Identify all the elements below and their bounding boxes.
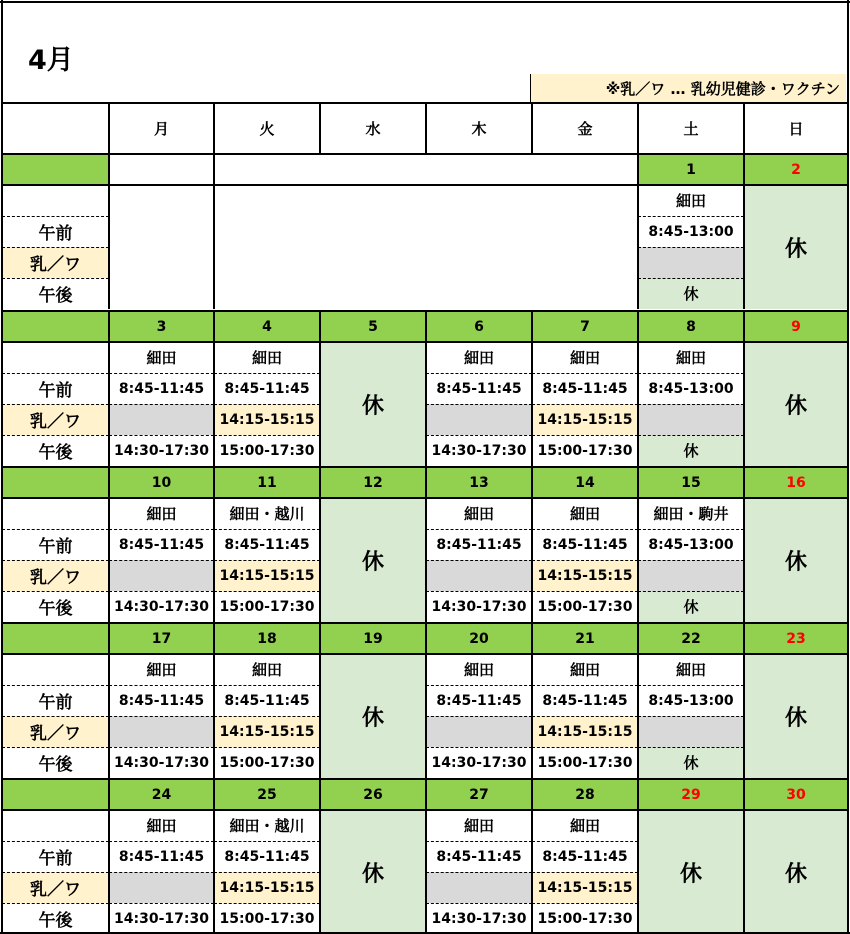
grid-line [637, 467, 639, 622]
date-cell: 18 [214, 623, 320, 654]
am-row-label: 午前 [2, 529, 109, 560]
dashed-divider [2, 747, 109, 748]
dashed-divider [638, 247, 744, 248]
date-cell: 5 [320, 311, 426, 342]
grid-line [319, 779, 321, 934]
am-hours-cell: 8:45-11:45 [214, 685, 320, 716]
dashed-divider [532, 841, 638, 842]
grid-line [213, 154, 215, 309]
closed-cell: 休 [744, 810, 848, 934]
date-cell: 30 [744, 779, 848, 810]
vaccine-hours-cell: 14:15-15:15 [532, 560, 638, 591]
grid-line [743, 311, 745, 466]
pm-hours-cell: 15:00-17:30 [214, 903, 320, 934]
dashed-divider [214, 560, 320, 561]
doctor-row-label [2, 185, 109, 216]
pm-hours-cell: 14:30-17:30 [109, 435, 214, 466]
am-hours-cell: 8:45-11:45 [214, 373, 320, 404]
date-cell: 7 [532, 311, 638, 342]
pm-hours-cell: 休 [638, 435, 744, 466]
grid-line [637, 103, 639, 154]
dashed-divider [2, 278, 109, 279]
am-hours-cell: 8:45-11:45 [109, 841, 214, 872]
pm-hours-cell: 14:30-17:30 [109, 903, 214, 934]
closed-cell: 休 [320, 498, 426, 622]
grid-line [743, 467, 745, 622]
pm-hours-cell: 14:30-17:30 [109, 747, 214, 778]
date-row-label [2, 779, 109, 810]
doctor-cell: 細田 [638, 342, 744, 373]
date-cell: 12 [320, 467, 426, 498]
pm-hours-cell: 15:00-17:30 [214, 591, 320, 622]
vaccine-hours-cell: 14:15-15:15 [214, 404, 320, 435]
closed-cell: 休 [320, 342, 426, 466]
grid-line [319, 623, 321, 778]
dashed-divider [426, 716, 532, 717]
page-title: 4月 [28, 45, 74, 76]
am-hours-cell: 8:45-11:45 [109, 373, 214, 404]
pm-hours-cell: 14:30-17:30 [426, 591, 532, 622]
grid-line [213, 779, 215, 934]
dashed-divider [532, 560, 638, 561]
pm-hours-cell: 14:30-17:30 [426, 747, 532, 778]
weekday-header: 土 [638, 103, 744, 154]
doctor-cell: 細田 [214, 342, 320, 373]
am-hours-cell: 8:45-13:00 [638, 216, 744, 247]
dashed-divider [2, 903, 109, 904]
dashed-divider [532, 435, 638, 436]
dashed-divider [214, 435, 320, 436]
dashed-divider [426, 373, 532, 374]
dashed-divider [2, 872, 109, 873]
closed-cell: 休 [320, 810, 426, 934]
dashed-divider [109, 747, 214, 748]
doctor-cell: 細田・越川 [214, 498, 320, 529]
doctor-cell: 細田 [109, 342, 214, 373]
dashed-divider [214, 841, 320, 842]
am-hours-cell: 8:45-11:45 [214, 841, 320, 872]
date-cell: 3 [109, 311, 214, 342]
pm-hours-cell: 15:00-17:30 [214, 435, 320, 466]
date-cell: 9 [744, 311, 848, 342]
dashed-divider [638, 373, 744, 374]
dashed-divider [2, 841, 109, 842]
grid-line [531, 311, 533, 466]
vaccine-row-label: 乳／ワ [2, 247, 109, 278]
grid-line [213, 467, 215, 622]
grid-line [319, 311, 321, 466]
dashed-divider [426, 435, 532, 436]
doctor-cell: 細田・越川 [214, 810, 320, 841]
doctor-cell: 細田 [638, 654, 744, 685]
grid-line [637, 779, 639, 934]
dashed-divider [214, 591, 320, 592]
dashed-divider [214, 716, 320, 717]
am-hours-cell: 8:45-11:45 [532, 373, 638, 404]
doctor-cell: 細田 [532, 342, 638, 373]
vaccine-row-label: 乳／ワ [2, 716, 109, 747]
grid-line [530, 74, 531, 103]
pm-row-label: 午後 [2, 435, 109, 466]
am-hours-cell: 8:45-11:45 [532, 685, 638, 716]
closed-cell: 休 [744, 185, 848, 309]
weekday-header: 火 [214, 103, 320, 154]
doctor-row-label [2, 654, 109, 685]
pm-hours-cell: 15:00-17:30 [532, 435, 638, 466]
grid-line [108, 779, 110, 934]
grid-line [637, 623, 639, 778]
doctor-row-label [2, 342, 109, 373]
dashed-divider [532, 872, 638, 873]
dashed-divider [2, 435, 109, 436]
am-hours-cell: 8:45-11:45 [109, 685, 214, 716]
date-cell: 28 [532, 779, 638, 810]
pm-hours-cell: 15:00-17:30 [532, 903, 638, 934]
doctor-cell: 細田 [426, 498, 532, 529]
dashed-divider [532, 591, 638, 592]
dashed-divider [214, 903, 320, 904]
dashed-divider [2, 591, 109, 592]
doctor-cell: 細田・駒井 [638, 498, 744, 529]
dashed-divider [214, 373, 320, 374]
grid-line [108, 623, 110, 778]
am-hours-cell: 8:45-11:45 [532, 529, 638, 560]
vaccine-row-label: 乳／ワ [2, 872, 109, 903]
grid-line [108, 103, 110, 154]
pm-row-label: 午後 [2, 591, 109, 622]
closed-cell: 休 [638, 810, 744, 934]
vaccine-hours-cell [638, 560, 744, 591]
dashed-divider [214, 404, 320, 405]
date-cell: 10 [109, 467, 214, 498]
am-hours-cell: 8:45-11:45 [109, 529, 214, 560]
grid-line [108, 154, 110, 309]
dashed-divider [426, 903, 532, 904]
dashed-divider [426, 747, 532, 748]
grid-line [847, 0, 849, 934]
vaccine-hours-cell [109, 716, 214, 747]
vaccine-hours-cell [638, 716, 744, 747]
blank-cell [109, 154, 214, 309]
doctor-cell: 細田 [426, 810, 532, 841]
date-cell: 26 [320, 779, 426, 810]
dashed-divider [532, 716, 638, 717]
dashed-divider [638, 560, 744, 561]
am-hours-cell: 8:45-13:00 [638, 685, 744, 716]
doctor-cell: 細田 [532, 654, 638, 685]
pm-hours-cell: 14:30-17:30 [426, 435, 532, 466]
vaccine-hours-cell [426, 716, 532, 747]
date-cell: 16 [744, 467, 848, 498]
closed-cell: 休 [744, 342, 848, 466]
doctor-cell: 細田 [109, 654, 214, 685]
pm-hours-cell: 休 [638, 278, 744, 309]
doctor-row-label [2, 810, 109, 841]
dashed-divider [426, 560, 532, 561]
grid-line [425, 467, 427, 622]
pm-hours-cell: 15:00-17:30 [532, 591, 638, 622]
doctor-cell: 細田 [214, 654, 320, 685]
dashed-divider [638, 278, 744, 279]
dashed-divider [532, 747, 638, 748]
am-row-label: 午前 [2, 841, 109, 872]
date-cell: 22 [638, 623, 744, 654]
date-cell: 13 [426, 467, 532, 498]
dashed-divider [2, 716, 109, 717]
dashed-divider [638, 716, 744, 717]
dashed-divider [109, 373, 214, 374]
am-hours-cell: 8:45-11:45 [426, 685, 532, 716]
vaccine-hours-cell: 14:15-15:15 [214, 560, 320, 591]
am-row-label: 午前 [2, 373, 109, 404]
date-cell: 27 [426, 779, 532, 810]
dashed-divider [214, 872, 320, 873]
vaccine-hours-cell: 14:15-15:15 [532, 404, 638, 435]
dashed-divider [214, 685, 320, 686]
dashed-divider [109, 435, 214, 436]
am-hours-cell: 8:45-13:00 [638, 529, 744, 560]
vaccine-hours-cell [109, 560, 214, 591]
dashed-divider [2, 529, 109, 530]
dashed-divider [109, 404, 214, 405]
vaccine-hours-cell [426, 404, 532, 435]
dashed-divider [109, 872, 214, 873]
vaccine-hours-cell [638, 247, 744, 278]
date-row-label [2, 467, 109, 498]
legend-note: ※乳／ワ … 乳幼児健診・ワクチン [531, 74, 846, 102]
pm-row-label: 午後 [2, 278, 109, 309]
grid-line [425, 623, 427, 778]
vaccine-hours-cell [109, 872, 214, 903]
date-cell: 21 [532, 623, 638, 654]
dashed-divider [426, 685, 532, 686]
dashed-divider [426, 404, 532, 405]
dashed-divider [2, 685, 109, 686]
pm-hours-cell: 15:00-17:30 [214, 747, 320, 778]
doctor-cell: 細田 [426, 654, 532, 685]
closed-cell: 休 [744, 498, 848, 622]
dashed-divider [2, 373, 109, 374]
date-cell: 14 [532, 467, 638, 498]
date-cell: 15 [638, 467, 744, 498]
am-row-label: 午前 [2, 685, 109, 716]
dashed-divider [109, 560, 214, 561]
doctor-cell: 細田 [109, 810, 214, 841]
dashed-divider [109, 685, 214, 686]
date-cell: 4 [214, 311, 320, 342]
grid-line [637, 154, 639, 309]
closed-cell: 休 [320, 654, 426, 778]
grid-line [213, 623, 215, 778]
date-cell: 2 [744, 154, 848, 185]
dashed-divider [109, 841, 214, 842]
dashed-divider [638, 591, 744, 592]
vaccine-row-label: 乳／ワ [2, 560, 109, 591]
vaccine-hours-cell: 14:15-15:15 [532, 716, 638, 747]
dashed-divider [2, 216, 109, 217]
dashed-divider [638, 216, 744, 217]
pm-hours-cell: 休 [638, 747, 744, 778]
dashed-divider [2, 404, 109, 405]
date-cell: 1 [638, 154, 744, 185]
grid-line [213, 311, 215, 466]
doctor-cell: 細田 [109, 498, 214, 529]
dashed-divider [532, 373, 638, 374]
dashed-divider [109, 591, 214, 592]
vaccine-hours-cell: 14:15-15:15 [214, 872, 320, 903]
vaccine-hours-cell [426, 872, 532, 903]
am-hours-cell: 8:45-11:45 [214, 529, 320, 560]
grid-line [425, 779, 427, 934]
date-cell: 6 [426, 311, 532, 342]
dashed-divider [2, 560, 109, 561]
dashed-divider [532, 529, 638, 530]
date-row-label [2, 154, 109, 185]
date-cell: 24 [109, 779, 214, 810]
grid-line [637, 311, 639, 466]
dashed-divider [532, 404, 638, 405]
doctor-row-label [2, 498, 109, 529]
grid-line [531, 779, 533, 934]
dashed-divider [638, 747, 744, 748]
grid-line [531, 623, 533, 778]
dashed-divider [638, 404, 744, 405]
vaccine-hours-cell: 14:15-15:15 [532, 872, 638, 903]
dashed-divider [426, 841, 532, 842]
am-hours-cell: 8:45-11:45 [426, 529, 532, 560]
am-hours-cell: 8:45-13:00 [638, 373, 744, 404]
dashed-divider [638, 685, 744, 686]
vaccine-row-label: 乳／ワ [2, 404, 109, 435]
am-hours-cell: 8:45-11:45 [426, 373, 532, 404]
dashed-divider [2, 247, 109, 248]
grid-line [743, 103, 745, 154]
vaccine-hours-cell: 14:15-15:15 [214, 716, 320, 747]
grid-line [1, 0, 3, 934]
weekday-header: 金 [532, 103, 638, 154]
dashed-divider [532, 903, 638, 904]
grid-line [0, 1, 850, 3]
pm-hours-cell: 休 [638, 591, 744, 622]
dashed-divider [426, 529, 532, 530]
pm-hours-cell: 14:30-17:30 [426, 903, 532, 934]
dashed-divider [214, 529, 320, 530]
vaccine-hours-cell [426, 560, 532, 591]
pm-row-label: 午後 [2, 903, 109, 934]
grid-line [425, 103, 427, 154]
grid-line [2, 184, 848, 186]
dashed-divider [214, 747, 320, 748]
date-cell: 25 [214, 779, 320, 810]
dashed-divider [532, 685, 638, 686]
dashed-divider [109, 903, 214, 904]
date-cell: 11 [214, 467, 320, 498]
pm-hours-cell: 15:00-17:30 [532, 747, 638, 778]
weekday-header: 水 [320, 103, 426, 154]
grid-line [531, 103, 533, 154]
am-hours-cell: 8:45-11:45 [426, 841, 532, 872]
dashed-divider [638, 529, 744, 530]
grid-line [425, 311, 427, 466]
grid-line [743, 154, 745, 309]
doctor-cell: 細田 [532, 498, 638, 529]
blank-cell [214, 154, 638, 309]
date-cell: 23 [744, 623, 848, 654]
vaccine-hours-cell [109, 404, 214, 435]
weekday-header: 木 [426, 103, 532, 154]
dashed-divider [109, 529, 214, 530]
grid-line [213, 103, 215, 154]
grid-line [319, 467, 321, 622]
weekday-header: 月 [109, 103, 214, 154]
pm-row-label: 午後 [2, 747, 109, 778]
grid-line [319, 103, 321, 154]
am-row-label: 午前 [2, 216, 109, 247]
am-hours-cell: 8:45-11:45 [532, 841, 638, 872]
grid-line [531, 467, 533, 622]
dashed-divider [109, 716, 214, 717]
date-row-label [2, 623, 109, 654]
dashed-divider [426, 872, 532, 873]
doctor-cell: 細田 [638, 185, 744, 216]
grid-line [743, 779, 745, 934]
date-cell: 19 [320, 623, 426, 654]
grid-line [108, 311, 110, 466]
doctor-cell: 細田 [532, 810, 638, 841]
weekday-header: 日 [744, 103, 848, 154]
closed-cell: 休 [744, 654, 848, 778]
dashed-divider [426, 591, 532, 592]
date-cell: 17 [109, 623, 214, 654]
vaccine-hours-cell [638, 404, 744, 435]
grid-line [108, 467, 110, 622]
date-cell: 20 [426, 623, 532, 654]
doctor-cell: 細田 [426, 342, 532, 373]
date-cell: 8 [638, 311, 744, 342]
date-row-label [2, 311, 109, 342]
pm-hours-cell: 14:30-17:30 [109, 591, 214, 622]
date-cell: 29 [638, 779, 744, 810]
dashed-divider [638, 435, 744, 436]
grid-line [743, 623, 745, 778]
